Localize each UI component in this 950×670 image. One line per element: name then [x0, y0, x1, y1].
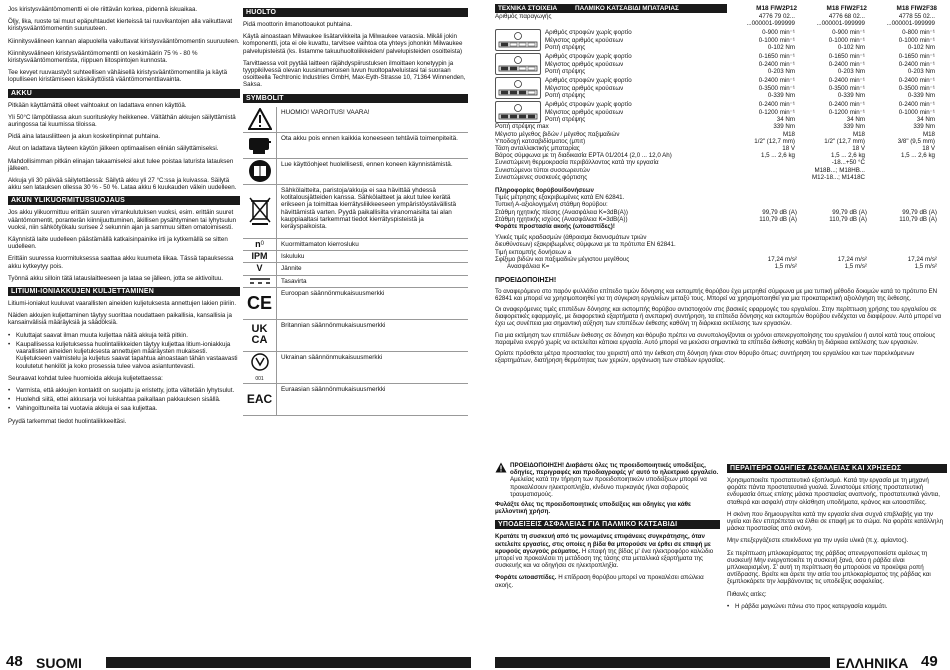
noise-title: Πληροφορίες θορύβου/δονήσεων [495, 187, 594, 195]
gear-value: 0-900 min⁻¹ [832, 29, 865, 37]
gear-mode-row [495, 29, 947, 51]
gear-value: 0-203 Nm [767, 67, 795, 75]
symbol-text: Sähkölaitteita, paristoja/akkuja ei saa hävittää yhdessä kotitalousjätteiden kanssa. Sähkölaitteet ja akut tulee kerätä erikseen ja toimittaa kierrätysliikkeeseen ympäristöystävällistä hävittämistä varten. Pyydä paikallisilta viranomaisilta tai alan kauppiaaltasi tarkemmat tiedot kierrätyspisteistä ja keräyspaikoista. [281, 186, 457, 231]
value-cell: 339 Nm [843, 123, 865, 131]
symbol-text: HUOMIO! VAROITUS! VAARA! [281, 108, 370, 116]
row-label: Βάρος σύμφωνα με τη διαδικασία EPTA 01/2014 (2,0 ... 12,0 Ah) [495, 152, 672, 160]
value-cell: 99,79 dB (A) [762, 208, 797, 216]
symbol-row [243, 107, 468, 133]
value-cell: 1,5 ... 2,6 kg [900, 152, 935, 160]
symbol-text: Ukrainan säännönmukaisuusmerkki [281, 353, 383, 361]
value-cell: M18 [852, 130, 865, 138]
paragraph: Pidä moottorin ilmanottoaukot puhtaina. [243, 21, 353, 28]
paragraph: Jos kiristysvääntömomentti ei ole riittävän korkea, pidennä iskuaikaa. [8, 6, 198, 13]
gear-mode-row [495, 77, 947, 99]
symbol-text: Euroopan säännönmukaisuusmerkki [281, 289, 385, 297]
symbol-label: IPM [251, 250, 268, 261]
gear-label: Ροπή στρέψης [545, 67, 586, 75]
gear-value: 0-1650 min⁻¹ [898, 53, 935, 61]
gear-value: 0-1000 min⁻¹ [758, 36, 795, 44]
section-header-safety: ΥΠΟΔΕΙΞΕΙΣ ΑΣΦΑΛΕΙΑΣ ΓΙΑ ΠΑΛΜΙΚΟ ΚΑΤΣΑΒΙΔΙ [495, 520, 720, 529]
drive-mode-icon [495, 29, 541, 51]
value-cell: 1,5 ... 2,6 kg [760, 152, 795, 160]
noise-intro: Τιμές μέτρησης εξακριβωμένες κατά ΕΝ 62841. [495, 194, 625, 202]
warning-body: Αμελείας κατά την τήρηση των προειδοποιητικών υποδείξεων μπορεί να προκαλέσουν ηλεκτροπληξία, κίνδυνο πυρκαγιάς ή/και σοβαρούς τραυματισμούς. [510, 476, 707, 498]
paragraph: Για μια εκτίμηση των επιπέδων έκθεσης σε δόνηση και θόρυβο πρέπει να συνυπολογίζονται οι χρόνοι απενεργοποίησης του εργαλείου ή αυτοί κατά τους οποίους παραμένει ενεργό χωρίς να εκτελείται κάποια εργασία. Αυτό μπορεί να μειώσει σημαντικά τα επίπεδα έκθεσης καθόλη τη διάρκεια εκτέλεσης των εργασιών. [495, 331, 936, 346]
gear-value: 0-339 Nm [837, 91, 865, 99]
symbol-label: 001 [255, 375, 264, 382]
gear-value: 0-2400 min⁻¹ [828, 60, 865, 68]
model-name: M18 FIW2P12 [756, 5, 797, 12]
paragraph: Πιθανές αιτίες: [727, 590, 767, 598]
technical-data [495, 4, 947, 369]
gear-value: 0-1200 min⁻¹ [758, 108, 795, 116]
value-cell: -18...+50 °C [831, 159, 865, 167]
value-cell: ...000001-999999 [886, 20, 935, 28]
symbol-row [243, 185, 468, 239]
bullet-list [727, 603, 947, 610]
row-label: Μέγιστο μέγεθος βιδών / μέγεθος παξιμαδιών [495, 130, 620, 138]
symbol-row [243, 384, 468, 416]
language-left: SUOMI [36, 655, 82, 670]
value-cell: 17,24 m/s² [767, 256, 797, 264]
volt-symbol [243, 263, 277, 274]
ear-protection-note: Φοράτε προστασία ακοής (ωτοασπίδες)! [495, 223, 615, 231]
gear-value: 0-2400 min⁻¹ [758, 101, 795, 109]
tech-row [495, 159, 947, 166]
paragraph: Yli 50°C lämpötilassa akun suorituskyky heikkenee. Vältäthän akkujen säilyttämistä auringossa tai kuumissa tiloissa. [8, 113, 236, 129]
ipm-symbol [243, 251, 277, 262]
gear-mode-row [495, 101, 947, 123]
gear-value: 0-1650 min⁻¹ [828, 53, 865, 61]
list-item: • Huolehdi siitä, ettei akkusarja voi luiskahtaa paikallaan pakkauksen sisällä. [8, 396, 240, 403]
paragraph: Χρησιμοποιείτε προστατευτικό εξοπλισμό. Κατά την εργασία με τη μηχανή φοράτε πάντα προστατευτικά γυαλιά. Συνιστούμε επίσης προστατευτική ενδυμασία όπως επίσης μάσκα προστασίας αναπνοής, προστατευτικά γάντια, σταθερά και ασφαλή στην ολίσθηση υποδήματα, κράνος και ωτοασπίδες. [727, 477, 940, 506]
symbol-text: Lue käyttöohjeet huolellisesti, ennen koneen käynnistämistä. [281, 160, 453, 168]
noise-intro: Τυπική Α-αξιολογημένη στάθμη θορύβου: [495, 201, 608, 209]
symbol-text: Britannian säännönmukaisuusmerkki [281, 321, 386, 329]
paragraph: Μην επεξεργάζεστε επικίνδυνα για την υγεία υλικά (π.χ. αμίαντος). [727, 537, 909, 545]
gear-label: Αριθμός στροφών χωρίς φορτίο [545, 101, 632, 109]
gear-value: 0-1000 min⁻¹ [898, 36, 935, 44]
section-header-overload: AKUN YLIKUORMITUSSUOJAUS [8, 196, 240, 205]
model-name: M18 FIW2F12 [826, 5, 867, 12]
ce-mark-icon [243, 288, 277, 319]
gear-label: Μέγιστος αριθμός κρούσεων [545, 84, 624, 92]
value-cell: 1,5 m/s² [844, 263, 867, 271]
value-cell [867, 167, 937, 174]
paragraph: Mahdollisimman pitkän elinajan takaamiseksi akut tulee poistaa laturista latauksen jälkeen. [8, 157, 234, 172]
gear-label: Μέγιστος αριθμός κρούσεων [545, 60, 624, 68]
gear-value: 0-2400 min⁻¹ [758, 77, 795, 85]
value-cell: 99,79 dB (A) [832, 208, 867, 216]
gear-value: 0-3500 min⁻¹ [898, 84, 935, 92]
value-cell: 99,79 dB (A) [902, 208, 937, 216]
safety-ear-body: Η επίδραση θορύβου μπορεί να προκαλέσει απώλεια ακοής. [495, 574, 704, 589]
tech-header [495, 4, 947, 13]
paragraph: Kiinnitysvälineen kiristysvääntömomentti on keskimäärin 75 % - 80 % kiristysvääntömomentista, riippuen liitospintojen kunnosta. [8, 49, 198, 65]
paragraph: Akkuja yli 30 päivää säilytettäessä: Säilytä akku yli 27 °C:ssa ja kuivassa. Säilytä akku sen latauksen ollessa 30 % - 50 %. Lataa akku 6 kuukauden välein uudelleen. [8, 177, 237, 192]
tech-row [495, 131, 947, 138]
gear-value: 0-900 min⁻¹ [762, 29, 795, 37]
value-cell [727, 159, 797, 166]
symbol-text: Euraasian säännönmukaisuusmerkki [281, 386, 386, 394]
symbol-label: V [256, 263, 263, 274]
tech-row [495, 13, 947, 20]
gear-value: 0-339 Nm [767, 91, 795, 99]
gear-value: 0-203 Nm [837, 67, 865, 75]
paragraph: Pitkään käyttämättä olleet vaihtoakut on ladattava ennen käyttöä. [8, 101, 187, 109]
tech-header-subtitle: ΠΑΛΜΙΚΟ ΚΑΤΣΑΒΙΔΙ ΜΠΑΤΑΡΙΑΣ [575, 4, 727, 13]
value-cell: 18 V [922, 145, 935, 153]
row-label: Στάθμη ηχητικής πίεσης (Ανασφάλεια K=3dB(A)) [495, 208, 628, 216]
gear-value: 0-2400 min⁻¹ [898, 60, 935, 68]
paragraph: Käynnistä laite uudelleen päästämällä katkaisinpainike irti ja kytkemällä se sitten uudelleen. [8, 236, 228, 251]
page-number-right: 49 [921, 653, 938, 670]
symbol-row [243, 276, 468, 288]
noise-row [495, 216, 947, 223]
value-cell: 1,5 m/s² [774, 263, 797, 271]
read-manual-icon [243, 159, 277, 184]
symbol-label: CA [251, 334, 268, 347]
paragraph: Οι αναφερόμενες τιμές επιπέδων δόνησης και εκπομπής θορύβου αντιστοιχούν στις βασικές εφαρμογές του εργαλείου. Στην περίπτωση χρήσης του εργαλείου σε διαφορετικές εφαρμογές, με διαφορετικά εξαρτήματα ή ανεπαρκή συντήρηση, τα επίπεδα δόνησης και εκπομπών θορύβου ενδέχεται να διαφέρουν. Αυτό μπορεί να έχει ως συνέπεια μια σημαντική αύξηση των επιπέδων έκθεσης καθόλη τη διάρκεια εκτέλεσης των εργασιών. [495, 306, 942, 328]
tech-row [495, 145, 947, 152]
right-column-1 [495, 462, 720, 594]
value-cell: 18 V [852, 145, 865, 153]
list-item: • Varmista, että akkujen kontaktit on suojattu ja eristetty, jotta vältetään lyhytsulut. [8, 387, 240, 394]
row-label [495, 20, 727, 27]
paragraph: Tee kevyet ruuvaustyöt suhteellisen vähäisellä kiristysvääntömomentilla ja käytä lopulliseen kiristämiseen käsikäyttöistä vääntömomenttiavainta. [8, 69, 228, 84]
paragraph: Työnnä akku silloin tätä latauslaitteeseen ja lataa se jälleen, jotta se aktivoituu. [8, 274, 223, 282]
paragraph: Litiumi-ioniakut kuuluvat vaarallisten aineiden kuljetuksesta annettujen lakien piiriin. [8, 300, 237, 308]
row-label: Ροπή στρέψης max [495, 123, 549, 131]
symbol-row [243, 251, 468, 263]
ukraine-mark-icon [243, 352, 277, 383]
row-label: Ανασφάλεια K= [507, 263, 550, 271]
footer-bar-right [495, 657, 830, 668]
gear-value: 34 Nm [916, 115, 935, 123]
dc-symbol [243, 276, 277, 287]
model-name: M18 FIW2F38 [896, 5, 937, 12]
section-header-akku: AKKU [8, 89, 240, 98]
value-cell: 17,24 m/s² [837, 256, 867, 264]
paragraph: Σε περίπτωση μπλοκαρίσματος της ράβδας απενεργοποιείστε αμέσως τη συσκευή! Μην ενεργοποιείτε τη συσκευή ξανά, όσο η ράβδα είναι μπλοκαρισμένη. Σ' αυτή τη περίπτωση θα μπορούσε να προκύψει ροπή αντίδρασης. Βρείτε και άρετε την αιτία του μπλοκαρίσματος της ράβδας και ξεμπλοκάρετε την λαμβάνοντας τις υποδείξεις ασφαλείας. [727, 549, 931, 586]
footer-bar-left [106, 657, 471, 668]
gear-mode-row [495, 53, 947, 75]
tech-row [495, 123, 947, 130]
symbol-label: n [255, 238, 261, 249]
noise-row [495, 209, 947, 216]
vibration-intro: Υλικές τιμές κραδασμών (άθροισμα διανυσμάτων τριών [495, 234, 647, 242]
gear-label: Ροπή στρέψης [545, 91, 586, 99]
gear-value: 0-102 Nm [837, 43, 865, 51]
value-cell: 1/2" (12,7 mm) [824, 137, 865, 145]
remove-battery-icon [243, 133, 277, 158]
n0-symbol [243, 239, 277, 250]
row-label: Συνιστώμενοι τύποι συσσωρευτών [495, 166, 590, 174]
section-header-other: ΠΕΡΑΙΤΕΡΩ ΟΔΗΓΙΕΣ ΑΣΦΑΛΕΙΑΣ ΚΑΙ ΧΡΗΣΕΩΣ [727, 464, 947, 473]
language-right: ΕΛΛΗΝΙΚΑ [836, 655, 909, 670]
gear-value: 0-3500 min⁻¹ [758, 84, 795, 92]
value-cell: ...000001-999999 [746, 20, 795, 28]
section-header-transport: LITIUMI-IONIAKKUJEN KULJETTAMINEN [8, 287, 240, 296]
symbol-row [243, 320, 468, 352]
paragraph: Tarvittaessa voit pyytää laitteen räjähdyspiirustuksen ilmoittaen konetyypin ja tyyppikilvessä olevan kuusinumeroisen luvun huoltopalveluistasi tai suoraan osoitteella Techtronic Industries GmbH, Max-Eyth-Strasse 10, 71364 Winnenden, Saksa. [243, 59, 466, 89]
row-label [495, 256, 727, 263]
symbol-row [243, 263, 468, 275]
notice-title: ΠΡΟΕΙΔΟΠΟΙΗΣΗ! [495, 277, 557, 285]
tech-row [495, 152, 947, 159]
gear-value: 0-2400 min⁻¹ [758, 60, 795, 68]
paragraph: Käytä ainoastaan Milwaukee lisätarvikkeita ja Milwaukee varaosia. Mikäli jokin komponentti, jota ei ole kuvattu, tarvitsee vaihtoa ota yhteys johonkin Milwaukee palvelupisteistä (ks. listamme takuuhuoltoliikkeiden/ palvelupisteiden osoitteista) [243, 33, 463, 55]
right-page [475, 0, 950, 670]
value-cell: M18 [782, 130, 795, 138]
gear-value: 0-2400 min⁻¹ [898, 77, 935, 85]
tech-row [495, 138, 947, 145]
bullet-list [8, 387, 240, 413]
symbol-label: EAC [246, 391, 273, 406]
row-label: Τάση ανταλλακτικής μπαταρίας [495, 145, 580, 153]
list-item: • Kaupallisessa kuljetuksessa huolintaliikkeiden täytyy kuljettaa litium-ioniakkuja vaarallisten aineiden kuljetuksesta annettujen määräysten mukaisesti. Kuljetukseen valmistelu ja kuljetus saavat tapahtua ainoastaan tähän vastaavasti koulutetut henkilöt ja koko prosessia tulee valvoa asiantuntevasti. [8, 341, 240, 370]
gear-label: Αριθμός στροφών χωρίς φορτίο [545, 29, 632, 37]
section-header-symbols: SYMBOLIT [243, 94, 468, 103]
row-label: Στάθμη ηχητικής ισχύος (Ανασφάλεια K=3dB(A)) [495, 215, 628, 223]
symbol-text: Ota akku pois ennen kaikkia koneeseen tehtäviä toimenpiteitä. [281, 134, 458, 142]
symbol-label: CE [246, 292, 272, 313]
gear-value: 0-1650 min⁻¹ [758, 53, 795, 61]
value-cell: 4778 55 02... [898, 13, 935, 20]
gear-value: 0-102 Nm [767, 43, 795, 51]
list-item: • Kuluttajat saavat ilman muuta kuljettaa näitä akkuja teitä pitkin. [8, 332, 240, 339]
left-column-1 [8, 6, 240, 430]
value-cell [727, 167, 797, 174]
value-cell: 4776 79 02... [758, 13, 795, 20]
page-number-left: 48 [6, 653, 23, 670]
value-cell [727, 174, 797, 181]
gear-value: 0-203 Nm [907, 67, 935, 75]
symbol-text: Jännite [281, 265, 302, 273]
row-label: Αριθμός παραγωγής [495, 13, 552, 20]
vibration-row [495, 256, 947, 263]
warning-block [495, 462, 720, 498]
value-cell: 17,24 m/s² [907, 256, 937, 264]
value-cell [867, 174, 937, 181]
ukca-mark-icon [243, 320, 277, 351]
value-cell: 4776 68 02... [828, 13, 865, 20]
warning-keep: Φυλάξτε όλες τις προειδοποιητικές υποδείξεις και οδηγίες για κάθε μελλοντική χρήση. [495, 501, 691, 516]
tech-row [495, 174, 947, 181]
value-cell: 18 V [782, 145, 795, 153]
vibration-intro: Τιμή εκπομπής δονήσεων a [495, 248, 572, 256]
paragraph: Το αναφερόμενο στο παρόν φυλλάδιο επίπεδο τιμών δόνησης και εκπομπής θορύβου έχει μετρηθεί σύμφωνα με μια τυπική μέθοδο δοκιμών κατά το πρότυπο EN 62841 και μπορεί να χρησιμοποιηθεί για τη σύγκριση εργαλείων μεταξύ τους. Μπορεί να χρησιμοποιηθεί για μια προκαταρκτική αξιολόγηση της έκθεσης. [495, 287, 938, 302]
gear-value: 0-800 min⁻¹ [902, 29, 935, 37]
right-column-2 [727, 462, 947, 615]
symbol-text: Kuormittamaton kierrosluku [281, 240, 359, 248]
value-cell: 3/8" (9,5 mm) [897, 137, 935, 145]
symbol-row [243, 352, 468, 384]
paragraph: Pidä aina latausliitteen ja akun kosketinpinnat puhtaina. [8, 133, 161, 141]
gear-label: Ροπή στρέψης [545, 43, 586, 51]
gear-label: Μέγιστος αριθμός κρούσεων [545, 108, 624, 116]
row-label: Υποδοχή κατσαβιδίσματος (μπιτ) [495, 137, 586, 145]
safety-body: Η επαφή της βίδας μ' ένα ηλεκτροφόρο καλώδιο μπορεί να προκαλέσει τη μετάδοση της τάσης στα μεταλλικά εξαρτήματα της συσκευής και να οδηγήσει σε ηλεκτροπληξία. [495, 547, 714, 570]
left-column-2 [243, 6, 468, 416]
value-cell: 339 Nm [773, 123, 795, 131]
symbol-sub: 0 [260, 240, 264, 247]
paragraph: Jos akku ylikuormittuu erittäin suuren virrankulutuksen vuoksi, esim. erittäin suuret vääntömomentit, poranterän kiinnijuuttuminen, äkillisen pysähtyminen tai lyhytsulun vuoksi, niin sähkötyökalu surisee 2 sekunnin ajan ja sammuu sitten omatoimisesti. [8, 209, 237, 231]
left-footer [6, 654, 471, 670]
symbol-text: Tasavirta [281, 277, 307, 285]
drive-mode-icon [495, 53, 541, 75]
paragraph: Öljy, lika, ruoste tai muut epäpuhtaudet kierteissä tai ruuvikantojen alla vaikuttavat kiristysvääntömomentin suuruuteen. [8, 18, 233, 33]
gear-value: 0-2400 min⁻¹ [828, 77, 865, 85]
gear-value: 0-1000 min⁻¹ [898, 108, 935, 116]
value-cell: 1,5 ... 2,6 kg [830, 152, 865, 160]
gear-label: Αριθμός στροφών χωρίς φορτίο [545, 77, 632, 85]
value-cell: 110,79 dB (A) [829, 215, 867, 223]
gear-value: 0-102 Nm [907, 43, 935, 51]
gear-value: 0-2400 min⁻¹ [828, 101, 865, 109]
value-cell: 339 Nm [913, 123, 935, 131]
paragraph: Seuraavat kohdat tulee huomioida akkuja kuljetettaessa: [8, 374, 163, 382]
value-cell: 1/2" (12,7 mm) [754, 137, 795, 145]
tech-row [495, 20, 947, 27]
tech-header-title: ΤΕΧΝΙΚΑ ΣΤΟΙΧΕΙΑ [495, 4, 575, 13]
safety-ear-lead: Φοράτε ωτοασπίδες. [495, 574, 557, 582]
bullet-list [8, 332, 240, 370]
row-label: Συνιστώμενη θερμοκρασία περιβάλλοντος κατά την εργασία [495, 159, 659, 167]
value-cell: M12-18...; M1418C [812, 173, 865, 181]
value-cell: 110,79 dB (A) [759, 215, 797, 223]
gear-value: 0-339 Nm [907, 91, 935, 99]
value-cell: M18B...; M18HB... [814, 166, 865, 174]
paragraph: Erittäin suuressa kuormituksessa saattaa akku kuumeta liikaa. Tässä tapauksessa akku kytkeytyy pois. [8, 255, 234, 270]
eac-mark-icon [243, 384, 277, 415]
symbol-row [243, 133, 468, 159]
gear-label: Ροπή στρέψης [545, 115, 586, 123]
list-item: • Vahingoittuneita tai vuotavia akkuja ei saa kuljettaa. [8, 405, 240, 412]
uncertainty-row [495, 263, 947, 270]
section-header-maintenance: HUOLTO [243, 8, 468, 17]
symbol-text: Iskuluku [281, 252, 305, 260]
paragraph: Ορίστε πρόσθετα μέτρα προστασίας του χειριστή από την έκθεση στη δόνηση ή/και στον θόρυβο όπως: συντήρηση του εργαλείου και των παρελκόμενων εξαρτημάτων, διατήρηση θερμότητας των χεριών, οργάνωση των σταδίων εργασίας. [495, 350, 915, 365]
value-cell [867, 159, 937, 166]
safety-lead: Κρατάτε τη συσκευή από τις μονωμένες επιφάνειες συγκράτησης, όταν εκτελείτε εργασίες, στις οποίες η βίδα θα μπορούσε να έρθει σε επαφή με κρυφούς αγωγούς ρεύματος. [495, 533, 711, 555]
row-label: Συνιστώμενες συσκευές φόρτισης [495, 173, 588, 181]
warning-lead: ΠΡΟΕΙΔΟΠΟΙΗΣΗ! Διαβάστε όλες τις προειδοποιητικές υποδείξεις, οδηγίες, περιγραφές και προδιαγραφές γι' αυτό το ηλεκτρικό εργαλείο. [510, 462, 719, 477]
value-cell: 1,5 m/s² [914, 263, 937, 271]
warning-triangle-icon [243, 107, 277, 132]
gear-value: 34 Nm [776, 115, 795, 123]
drive-mode-icon [495, 77, 541, 99]
gear-label: Αριθμός στροφών χωρίς φορτίο [545, 53, 632, 61]
value-cell: M18 [922, 130, 935, 138]
gear-value: 0-1000 min⁻¹ [828, 36, 865, 44]
gear-label: Μέγιστος αριθμός κρούσεων [545, 36, 624, 44]
paragraph: Η σκόνη που δημιουργείται κατά την εργασία είναι συχνά επιβλαβής για την υγεία και δεν επιτρέπεται να έλθει σε επαφή με το σώμα. Να φοράτε κατάλληλη μάσκα προστασίας από σκόνη. [727, 510, 944, 533]
paragraph: Pyydä tarkemmat tiedot huolintaliikkeeltäsi. [8, 417, 127, 425]
symbol-row [243, 159, 468, 185]
paragraph: Näiden akkujen kuljettaminen täytyy suorittaa noudattaen paikallisia, kansallisia ja kansainvälisiä määräyksiä ja säädöksiä. [8, 312, 232, 327]
drive-mode-icon [495, 101, 541, 123]
gear-value: 0-3500 min⁻¹ [828, 84, 865, 92]
paragraph: Akut on ladattava täyteen käytön jälkeen optimaalisen elinián säilyttämiseksi. [8, 145, 219, 153]
vibration-intro: διευθύνσεων) εξακριβωμένες σύμφωνα με τα πρότυπα ΕΝ 62841. [495, 241, 676, 249]
gear-value: 0-1200 min⁻¹ [828, 108, 865, 116]
warning-triangle-icon [495, 462, 510, 475]
symbol-label: UK [251, 323, 268, 336]
value-cell: ...000001-999999 [816, 20, 865, 28]
vibration-intro: Σφίξιμο βιδών και παξιμαδιών μέγιστου μεγέθους [495, 255, 630, 263]
weee-bin-icon [243, 185, 277, 238]
symbol-row [243, 239, 468, 251]
right-footer [481, 654, 946, 670]
tech-row [495, 167, 947, 174]
symbol-row [243, 288, 468, 320]
value-cell: 110,79 dB (A) [899, 215, 937, 223]
paragraph: Kiinnitysvälineen kannan alapuolella vaikuttavat kiristysvääntömomentin suuruuteen. [8, 37, 240, 45]
gear-value: 0-2400 min⁻¹ [898, 101, 935, 109]
list-item: • Η ράβδα μαγκώνει πάνω στο προς κατεργασία κομμάτι. [727, 603, 947, 610]
gear-value: 34 Nm [846, 115, 865, 123]
